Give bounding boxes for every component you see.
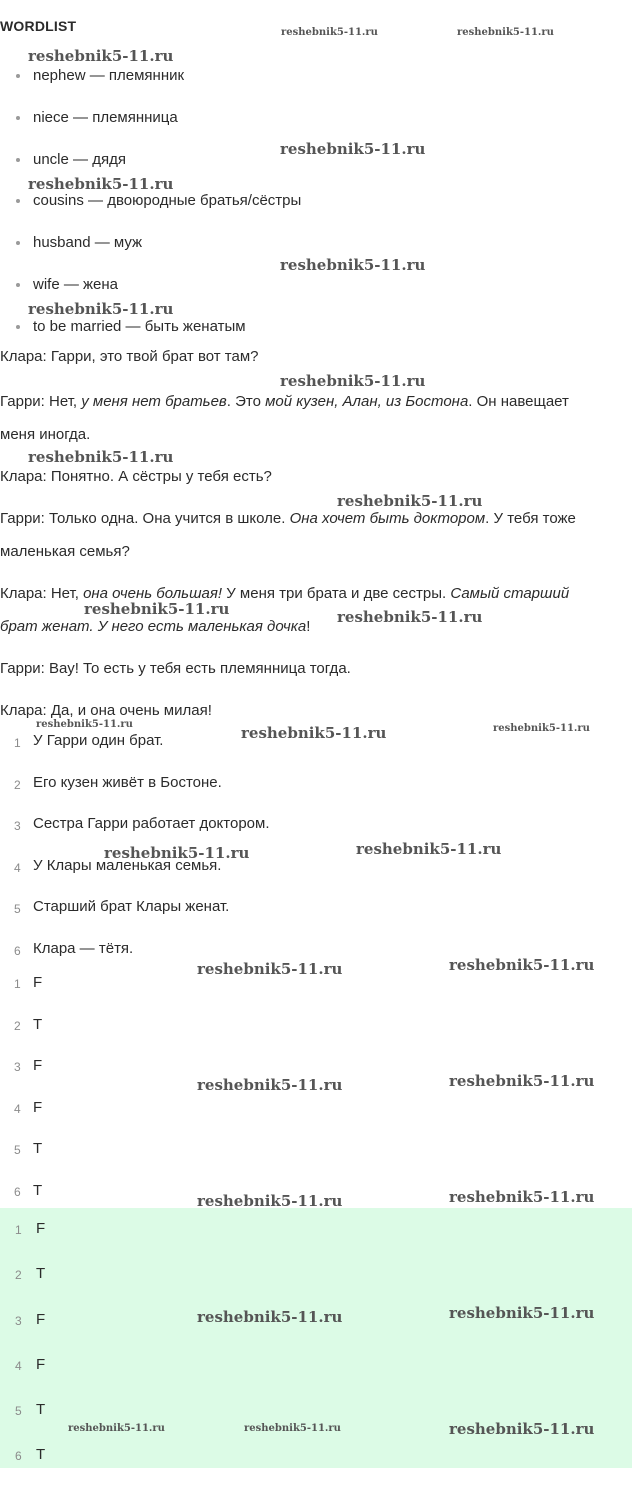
watermark: reshebnik5-11.ru	[280, 140, 426, 158]
watermark: reshebnik5-11.ru	[449, 1188, 595, 1206]
watermark: reshebnik5-11.ru	[493, 723, 590, 734]
list-item: 2 T	[15, 1265, 46, 1283]
watermark: reshebnik5-11.ru	[28, 47, 174, 65]
watermark: reshebnik5-11.ru	[68, 1423, 165, 1434]
dialog-line: Клара: Гарри, это твой брат вот там?	[0, 348, 259, 365]
dialog-line: Гарри: Только одна. Она учится в школе. Она хочет быть доктором. У тебя тоже	[0, 510, 576, 527]
dialog-line: меня иногда.	[0, 426, 91, 443]
dialog-line: Клара: Нет, она очень большая! У меня три брата и две сестры. Самый старший	[0, 585, 570, 602]
watermark: reshebnik5-11.ru	[280, 372, 426, 390]
watermark: reshebnik5-11.ru	[244, 1423, 341, 1434]
watermark: reshebnik5-11.ru	[457, 27, 554, 38]
list-item: 1 F	[14, 974, 43, 991]
watermark: reshebnik5-11.ru	[104, 844, 250, 862]
statements-list	[0, 727, 600, 977]
list-item: 3 F	[15, 1310, 46, 1328]
dialog-line: Клара: Понятно. А сёстры у тебя есть?	[0, 468, 272, 485]
bullet-icon	[16, 116, 20, 120]
watermark: reshebnik5-11.ru	[28, 175, 174, 193]
dialog-line: брат женат. У него есть маленькая дочка!	[0, 618, 311, 635]
dialog-line: Гарри: Нет, у меня нет братьев. Это мой кузен, Алан, из Бостона. Он навещает	[0, 393, 569, 410]
list-item: husband — муж	[0, 225, 600, 267]
list-item: 5 Старший брат Клары женат.	[14, 898, 230, 917]
list-item: 2 T	[14, 1015, 43, 1033]
bullet-icon	[16, 283, 20, 287]
bullet-icon	[16, 158, 20, 162]
list-item: uncle — дядя	[0, 142, 600, 184]
list-item: 6 Клара — тётя.	[14, 939, 134, 958]
wordlist-heading: WORDLIST	[0, 18, 77, 34]
watermark: reshebnik5-11.ru	[356, 840, 502, 858]
watermark: reshebnik5-11.ru	[449, 1420, 595, 1438]
bullet-icon	[16, 74, 20, 78]
list-item: nephew — племянник	[0, 58, 600, 100]
watermark: reshebnik5-11.ru	[28, 300, 174, 318]
list-item: 6 T	[14, 1181, 43, 1199]
watermark: reshebnik5-11.ru	[449, 1304, 595, 1322]
watermark: reshebnik5-11.ru	[197, 1192, 343, 1210]
watermark: reshebnik5-11.ru	[449, 956, 595, 974]
watermark: reshebnik5-11.ru	[281, 27, 378, 38]
bullet-icon	[16, 199, 20, 203]
watermark: reshebnik5-11.ru	[449, 1072, 595, 1090]
dialog-line: Гарри: Вау! То есть у тебя есть племянница тогда.	[0, 660, 351, 677]
list-item: 4 F	[15, 1355, 46, 1373]
list-item: 3 F	[14, 1057, 43, 1075]
list-item: 2 Его кузен живёт в Бостоне.	[14, 773, 222, 792]
list-item: 5 T	[14, 1140, 43, 1158]
list-item: niece — племянница	[0, 100, 600, 142]
watermark: reshebnik5-11.ru	[280, 256, 426, 274]
watermark: reshebnik5-11.ru	[36, 719, 133, 730]
watermark: reshebnik5-11.ru	[28, 448, 174, 466]
watermark: reshebnik5-11.ru	[241, 724, 387, 742]
bullet-icon	[16, 325, 20, 329]
watermark: reshebnik5-11.ru	[337, 608, 483, 626]
watermark: reshebnik5-11.ru	[197, 1308, 343, 1326]
watermark: reshebnik5-11.ru	[84, 600, 230, 618]
list-item: to be married — быть женатым	[0, 309, 600, 351]
list-item: 1 F	[15, 1220, 46, 1237]
dialog-line: Клара: Да, и она очень милая!	[0, 702, 212, 719]
list-item: cousins — двоюродные братья/сёстры	[0, 183, 600, 225]
watermark: reshebnik5-11.ru	[197, 960, 343, 978]
watermark: reshebnik5-11.ru	[197, 1076, 343, 1094]
list-item: wife — жена	[0, 267, 600, 309]
list-item: 6 T	[15, 1446, 46, 1464]
list-item: 5 T	[15, 1401, 46, 1419]
bullet-icon	[16, 241, 20, 245]
list-item: 4 F	[14, 1098, 43, 1116]
watermark: reshebnik5-11.ru	[337, 492, 483, 510]
list-item: 4 У Клары маленькая семья.	[14, 856, 222, 875]
list-item: 3 Сестра Гарри работает доктором.	[14, 815, 270, 834]
dialog-line: маленькая семья?	[0, 543, 130, 560]
list-item: 1 У Гарри один брат.	[14, 732, 164, 750]
